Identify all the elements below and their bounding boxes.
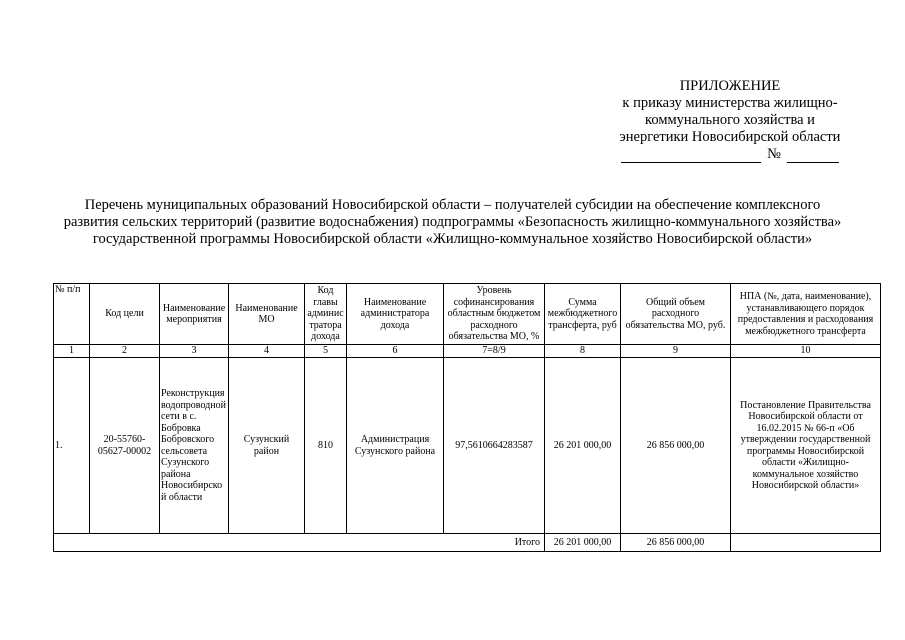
- table-header-row: [54, 284, 881, 345]
- header-cell: Уровень софинансирования областным бюджетом расходного обязательства МО, %: [444, 284, 545, 345]
- header-cell: Код цели: [90, 284, 160, 345]
- appendix-line-3: энергетики Новосибирской области: [619, 129, 841, 145]
- total-volume: 26 856 000,00: [621, 358, 731, 534]
- goal-code: 20-55760-05627-00002: [90, 358, 160, 534]
- header-cell: Общий объем расходного обязательства МО, руб.: [621, 284, 731, 345]
- column-number-cell: 6: [347, 345, 444, 358]
- number-sign: №: [767, 146, 781, 162]
- order-date-blank: [621, 149, 761, 163]
- total-volume-sum: 26 856 000,00: [621, 534, 731, 552]
- transfer-sum: 26 201 000,00: [545, 358, 621, 534]
- total-row: [54, 534, 881, 552]
- column-number-cell: 9: [621, 345, 731, 358]
- table-row: [54, 358, 881, 534]
- column-number-cell: 7=8/9: [444, 345, 545, 358]
- column-number-cell: 8: [545, 345, 621, 358]
- header-cell: № п/п: [54, 284, 90, 345]
- column-number-cell: 4: [229, 345, 305, 358]
- order-number-blank: [787, 149, 839, 163]
- appendix-title: ПРИЛОЖЕНИЕ: [679, 78, 781, 94]
- total-empty-cell: [731, 534, 881, 552]
- admin-code: 810: [305, 358, 347, 534]
- column-number-cell: 3: [160, 345, 229, 358]
- row-number: 1.: [54, 358, 90, 534]
- header-cell: Сумма межбюджетного трансферта, руб: [545, 284, 621, 345]
- column-number-cell: 5: [305, 345, 347, 358]
- header-cell: Наименование администратора дохода: [347, 284, 444, 345]
- header-cell: Наименование МО: [229, 284, 305, 345]
- cofinancing-level: 97,5610664283587: [444, 358, 545, 534]
- header-cell: Наименование мероприятия: [160, 284, 229, 345]
- column-number-row: [54, 345, 881, 358]
- recipients-table: [53, 283, 881, 552]
- appendix-line-1: к приказу министерства жилищно-: [622, 95, 838, 111]
- header-cell: НПА (№, дата, наименование), устанавливающего порядок предоставления и расходования межбюджетного трансферта: [731, 284, 881, 345]
- total-transfer-sum: 26 201 000,00: [545, 534, 621, 552]
- appendix-line-2: коммунального хозяйства и: [645, 112, 815, 128]
- column-number-cell: 10: [731, 345, 881, 358]
- header-cell: Код главы администратора дохода: [305, 284, 347, 345]
- event-name: Реконструкция водопроводной сети в с. Бобровка Бобровского сельсовета Сузунского района Новосибирской области: [160, 358, 229, 534]
- column-number-cell: 1: [54, 345, 90, 358]
- order-number-line: [560, 146, 900, 163]
- mo-name: Сузунский район: [229, 358, 305, 534]
- total-label: Итого: [54, 534, 545, 552]
- appendix-header: [560, 78, 900, 163]
- npa-reference: Постановление Правительства Новосибирской области от 16.02.2015 № 66-п «Об утверждении государственной программы Новосибирской области «Жилищно-коммунальное хозяйство Новосибирской области»: [731, 358, 881, 534]
- column-number-cell: 2: [90, 345, 160, 358]
- admin-name: Администрация Сузунского района: [347, 358, 444, 534]
- document-title: Перечень муниципальных образований Новосибирской области – получателей субсидии на обеспечение комплексного развития сельских территорий (развитие водоснабжения) подпрограммы «Безопасность жилищно-коммунального хозяйства» государственной программы Новосибирской области «Жилищно-коммунальное хозяйство Новосибирской области»: [63, 197, 842, 247]
